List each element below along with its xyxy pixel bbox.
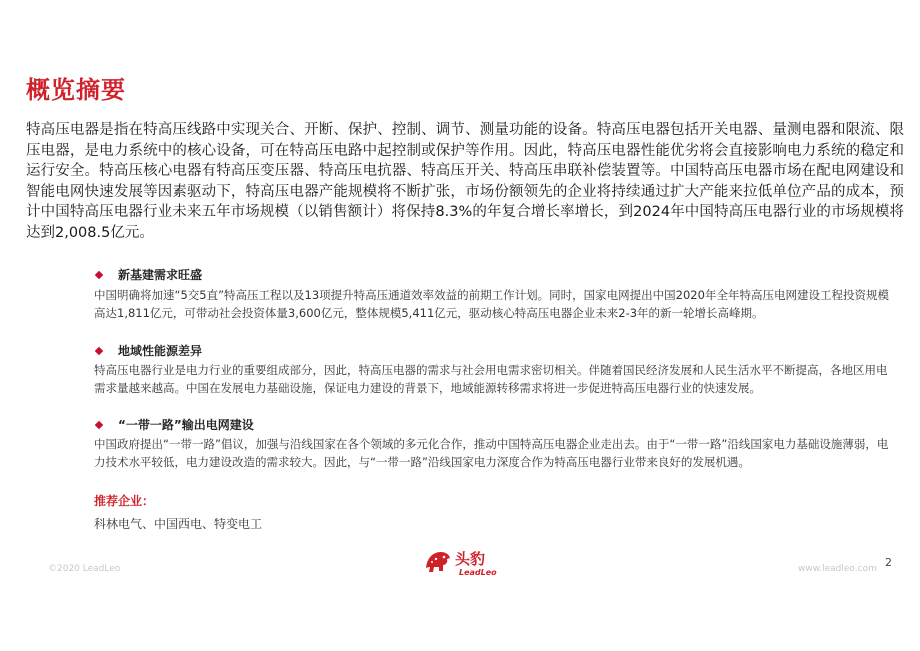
logo-text-cn: 头豹	[455, 550, 486, 568]
section-heading-text: 地域性能源差异	[118, 344, 203, 358]
section-heading-3	[96, 416, 254, 433]
recommend-label: 推荐企业：	[94, 494, 155, 508]
copyright-text: ©2020 LeadLeo	[48, 564, 121, 574]
diamond-bullet-icon	[95, 270, 103, 278]
page-number: 2	[885, 556, 892, 569]
diamond-bullet-icon	[95, 420, 103, 428]
section-body-1: 中国明确将加速“5交5直”特高压工程以及13项提升特高压通道效率效益的前期工作计划。同时，国家电网提出中国2020年全年特高压电网建设工程投资规模高达1,811亿元，可带动社会投资体量3,600亿元，整体规模5,411亿元，驱动核心特高压电器企业未来2-3年的新一轮增长高峰期。	[94, 288, 889, 320]
recommend-list: 科林电气、中国西电、特变电工	[94, 517, 263, 531]
diamond-bullet-icon	[95, 346, 103, 354]
section-body-2: 特高压电器行业是电力行业的重要组成部分，因此，特高压电器的需求与社会用电需求密切相关。伴随着国民经济发展和人民生活水平不断提高，各地区用电需求量越来越高。中国在发展电力基础设施，保证电力建设的背景下，地域能源转移需求将进一步促进特高压电器行业的快速发展。	[94, 363, 888, 395]
section-heading-text: 新基建需求旺盛	[118, 268, 203, 282]
leadleo-logo	[423, 546, 515, 580]
section-heading-2	[96, 342, 202, 359]
leopard-logo-icon	[423, 546, 453, 576]
section-heading-text: “一带一路”输出电网建设	[118, 418, 254, 432]
section-body-3: 中国政府提出“一带一路”倡议，加强与沿线国家在各个领域的多元化合作，推动中国特高压电器企业走出去。由于“一带一路”沿线国家电力基础设施薄弱，电力技术水平较低，电力建设改造的需求较大。因此，与“一带一路”沿线国家电力深度合作为特高压电器行业带来良好的发展机遇。	[94, 437, 889, 469]
section-heading-1	[96, 266, 202, 283]
logo-text-en: LeadLeo	[459, 568, 497, 577]
page-title: 概览摘要	[26, 76, 126, 104]
intro-paragraph: 特高压电器是指在特高压线路中实现关合、开断、保护、控制、调节、测量功能的设备。特高压电器包括开关电器、量测电器和限流、限压电器，是电力系统中的核心设备，可在特高压电路中起控制或保护等作用。因此，特高压电器性能优劣将会直接影响电力系统的稳定和运行安全。特高压核心电器有特高压变压器、特高压电抗器、特高压开关、特高压串联补偿装置等。中国特高压电器市场在配电网建设和智能电网快速发展等因素驱动下，特高压电器产能规模将不断扩张，市场份额领先的企业将持续通过扩大产能来拉低单位产品的成本，预计中国特高压电器行业未来五年市场规模（以销售额计）将保持8.3%的年复合增长率增长，到2024年中国特高压电器行业的市场规模将达到2,008.5亿元。	[26, 122, 904, 241]
website-text: www.leadleo.com	[798, 564, 877, 574]
